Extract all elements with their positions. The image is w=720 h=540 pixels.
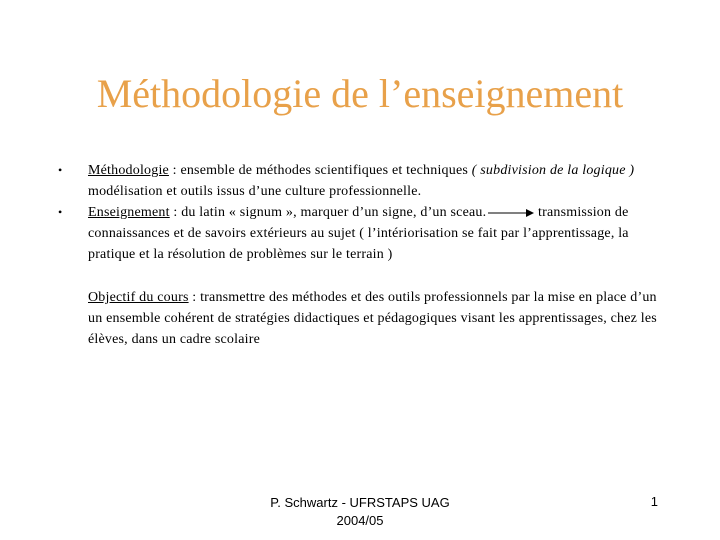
footer <box>240 494 480 530</box>
bullet-item-methodologie <box>58 160 658 202</box>
bullet-list <box>58 160 658 265</box>
slide-title: Méthodologie de l’enseignement <box>96 71 624 116</box>
objective-text: : transmettre des méthodes et des outils professionnels par la mise en place d’un un ensemble cohérent de stratégies didactiques et pédagogiques visant les apprentissages, chez les élèves, dans un cadre scolaire <box>88 290 657 347</box>
bullet-marker: • <box>58 163 63 177</box>
footer-year: 2004/05 <box>336 513 384 528</box>
italic-note: ( subdivision de la logique ) <box>471 163 635 178</box>
term-enseignement: Enseignement <box>88 205 170 220</box>
definition-enseignement-rest: transmission de connaissances et de savoirs extérieurs au sujet ( l’intériorisation se fait par l’apprentissage, la pratique et la résolution de problèmes sur le terrain ) <box>88 205 629 262</box>
definition-methodologie: : ensemble de méthodes scientifiques et techniques <box>168 163 472 178</box>
term-objectif: Objectif du cours <box>88 290 189 305</box>
definition-methodologie-rest: modélisation et outils issus d’une culture professionnelle. <box>88 184 422 199</box>
arrow-right-icon <box>488 208 534 218</box>
page-number: 1 <box>650 494 658 509</box>
bullet-marker: • <box>58 205 63 219</box>
course-objective <box>88 287 658 350</box>
footer-author: P. Schwartz - UFRSTAPS UAG <box>270 495 450 510</box>
definition-enseignement: : du latin « signum », marquer d’un signe, d’un sceau. <box>169 205 487 220</box>
term-methodologie: Méthodologie <box>88 163 169 178</box>
bullet-item-enseignement <box>58 202 658 265</box>
